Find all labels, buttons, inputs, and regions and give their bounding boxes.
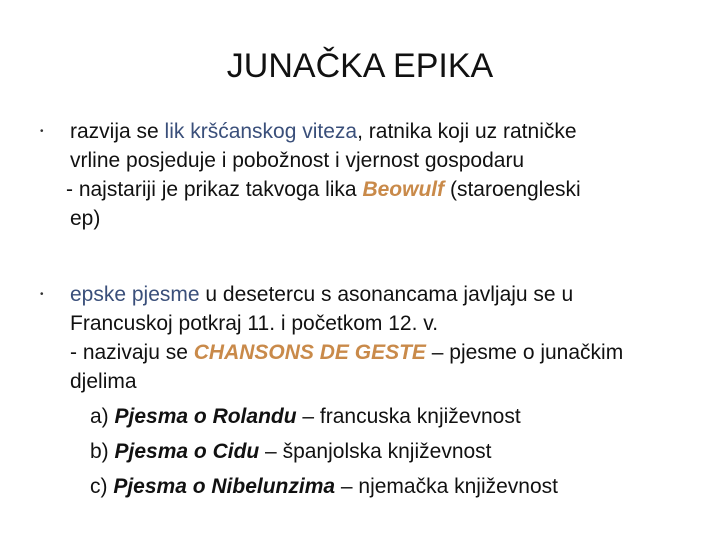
bullet-marker: • (40, 126, 44, 137)
bullet-1-text (66, 117, 700, 233)
slide-title: JUNAČKA EPIKA (226, 47, 494, 85)
text-line (70, 367, 700, 396)
item-prefix: b) (90, 440, 115, 463)
highlight-term: epske pjesme (70, 283, 200, 306)
text-span: – pjesme o junačkim (425, 341, 624, 364)
text-line (70, 309, 700, 338)
bullet-2-text (70, 280, 700, 501)
item-suffix: – španjolska književnost (259, 440, 492, 463)
work-item (90, 437, 700, 466)
text-span: u desetercu s asonancama javljaju se u (199, 283, 574, 306)
text-span: djelima (70, 370, 137, 393)
text-line (70, 280, 700, 309)
item-suffix: – njemačka književnost (335, 475, 559, 498)
text-line (66, 175, 700, 204)
text-span: (staroengleski (444, 178, 581, 201)
highlight-term: Beowulf (362, 178, 445, 201)
text-span: vrline posjeduje i pobožnost i vjernost gospodaru (70, 149, 525, 172)
work-item (90, 402, 700, 431)
work-title: Pjesma o Nibelunzima (113, 475, 336, 498)
text-line (70, 146, 700, 175)
text-line (70, 117, 700, 146)
work-title: Pjesma o Cidu (114, 440, 260, 463)
text-line (70, 338, 700, 367)
work-title: Pjesma o Rolandu (114, 405, 297, 428)
text-span: - najstariji je prikaz takvoga lika (66, 178, 363, 201)
text-line (70, 204, 700, 233)
work-item (90, 472, 700, 501)
text-span: Francuskoj potkraj 11. i početkom 12. v. (70, 312, 439, 335)
highlight-term: CHANSONS DE GESTE (193, 341, 426, 364)
item-prefix: c) (90, 475, 114, 498)
highlight-term: lik kršćanskog viteza (164, 120, 358, 143)
text-span: ep) (70, 207, 101, 230)
bullet-marker: • (40, 289, 44, 300)
item-suffix: – francuska književnost (296, 405, 521, 428)
item-prefix: a) (90, 405, 115, 428)
text-span: , ratnika koji uz ratničke (357, 120, 577, 143)
text-span: razvija se (70, 120, 165, 143)
text-span: - nazivaju se (70, 341, 194, 364)
